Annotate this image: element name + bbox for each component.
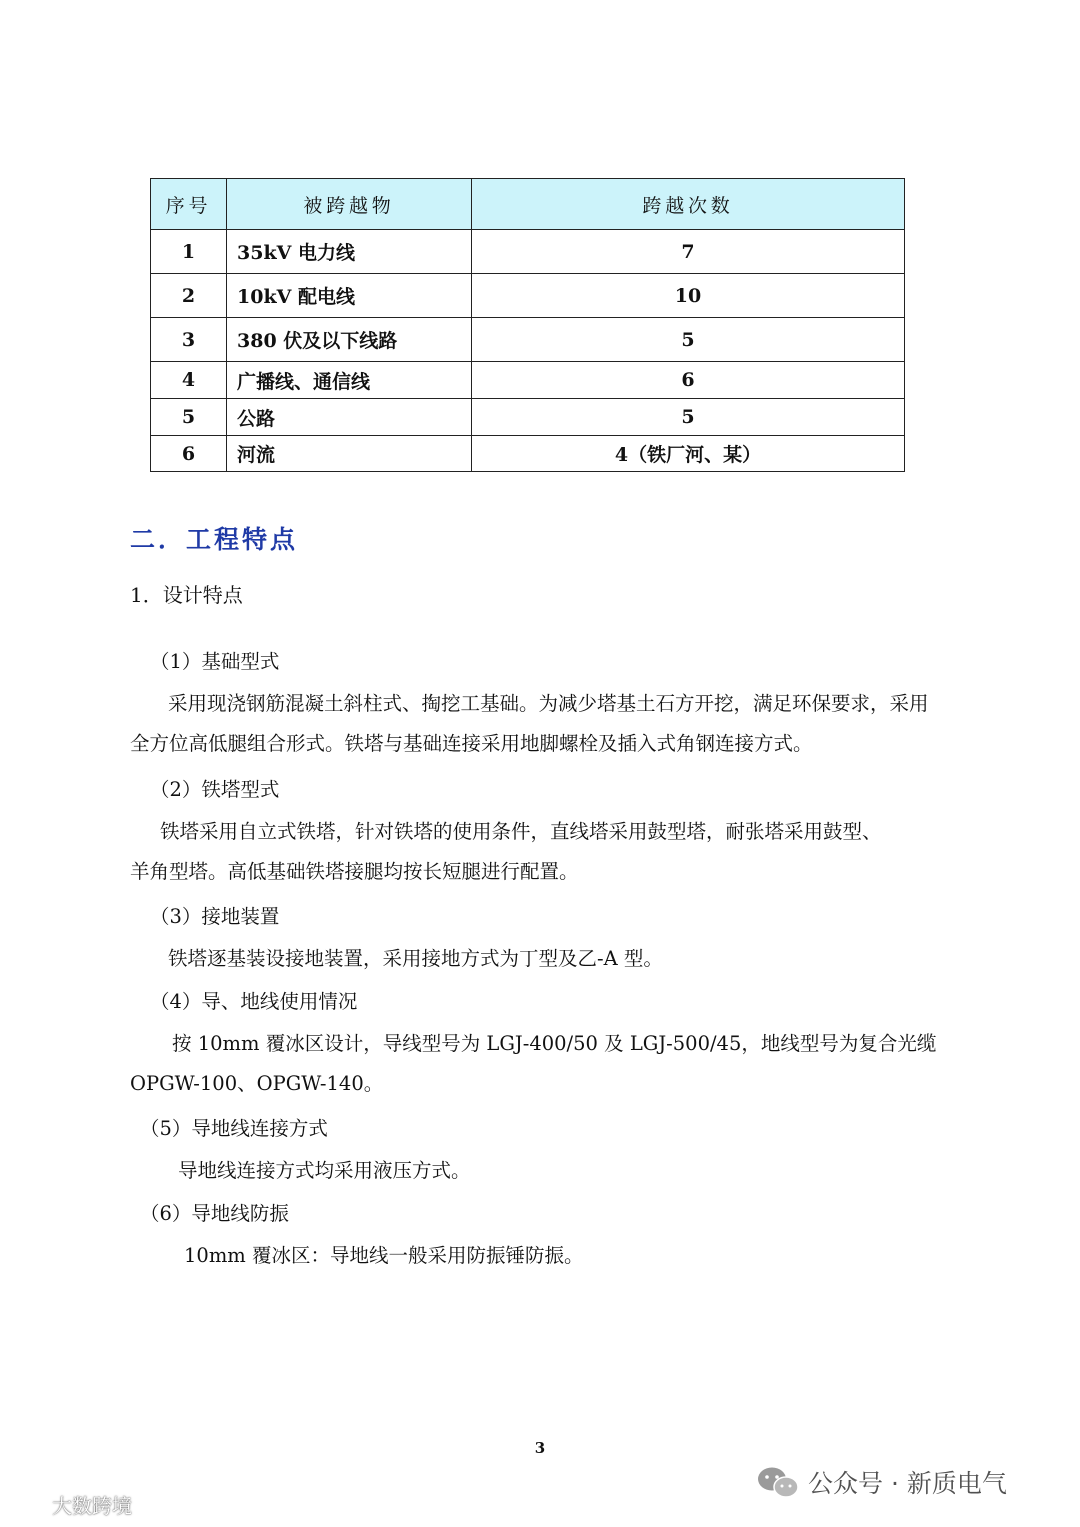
section-title: （6）导地线防振	[140, 1202, 289, 1225]
row-object: 380 伏及以下线路	[227, 318, 472, 362]
wechat-icon	[756, 1464, 800, 1500]
section-conductors	[130, 990, 937, 1106]
section-line: 10mm 覆冰区：导地线一般采用防振锤防振。	[184, 1243, 584, 1267]
section-title: （3）接地装置	[150, 905, 280, 928]
row-no: 1	[151, 230, 227, 274]
header-count: 跨越次数	[472, 179, 905, 230]
section-title: （2）铁塔型式	[150, 778, 280, 801]
section-title: （1）基础型式	[150, 650, 280, 673]
row-object: 35kV 电力线	[227, 230, 472, 274]
watermark-right	[756, 1464, 1007, 1500]
table-row	[151, 274, 905, 318]
row-no: 2	[151, 274, 227, 318]
section-heading: 二．工程特点	[130, 525, 299, 554]
table-row	[151, 436, 905, 472]
section-grounding	[150, 907, 663, 981]
watermark-right-text: 公众号 · 新质电气	[808, 1469, 1007, 1498]
section-line: 导地线连接方式均采用液压方式。	[178, 1158, 471, 1182]
header-no: 序号	[151, 179, 227, 230]
table-header-row	[151, 179, 905, 230]
row-count: 5	[472, 318, 905, 362]
row-count: 10	[472, 274, 905, 318]
subsection-heading: 1．设计特点	[130, 583, 243, 607]
table-row	[151, 230, 905, 274]
table-row	[151, 399, 905, 436]
row-count: 7	[472, 230, 905, 274]
row-no: 6	[151, 436, 227, 472]
section-title: （4）导、地线使用情况	[150, 990, 358, 1013]
table-row	[151, 362, 905, 399]
section-title: （5）导地线连接方式	[140, 1117, 328, 1140]
section-line: 全方位高低腿组合形式。铁塔与基础连接采用地脚螺栓及插入式角钢连接方式。	[130, 731, 813, 755]
crossing-table	[150, 178, 905, 472]
row-no: 5	[151, 399, 227, 436]
section-connection	[140, 1119, 471, 1193]
section-line: 采用现浇钢筋混凝土斜柱式、掏挖工基础。为减少塔基土石方开挖，满足环保要求，采用	[168, 691, 929, 715]
page-number: 3	[534, 1439, 546, 1457]
section-line: 铁塔逐基装设接地装置，采用接地方式为丁型及乙-A 型。	[168, 946, 663, 970]
section-line: 按 10mm 覆冰区设计，导线型号为 LGJ-400/50 及 LGJ-500/45，地线型号为复合光缆	[172, 1031, 937, 1055]
row-object: 公路	[227, 399, 472, 436]
section-line: 羊角型塔。高低基础铁塔接腿均按长短腿进行配置。	[130, 859, 579, 883]
weibo-logo-icon	[8, 1493, 52, 1517]
table-row	[151, 318, 905, 362]
section-tower	[130, 778, 882, 894]
watermark-left-text: 大数跨境	[52, 1494, 132, 1518]
header-object: 被跨越物	[227, 179, 472, 230]
section-foundation	[130, 650, 929, 766]
row-object: 10kV 配电线	[227, 274, 472, 318]
row-no: 3	[151, 318, 227, 362]
watermark-left	[8, 1490, 132, 1519]
row-count: 5	[472, 399, 905, 436]
section-vibration	[140, 1204, 584, 1278]
section-line: OPGW-100、OPGW-140。	[130, 1071, 384, 1095]
section-line: 铁塔采用自立式铁塔，针对铁塔的使用条件，直线塔采用鼓型塔，耐张塔采用鼓型、	[160, 819, 882, 843]
row-no: 4	[151, 362, 227, 399]
row-count: 4（铁厂河、某）	[472, 436, 905, 472]
row-object: 河流	[227, 436, 472, 472]
row-object: 广播线、通信线	[227, 362, 472, 399]
row-count: 6	[472, 362, 905, 399]
